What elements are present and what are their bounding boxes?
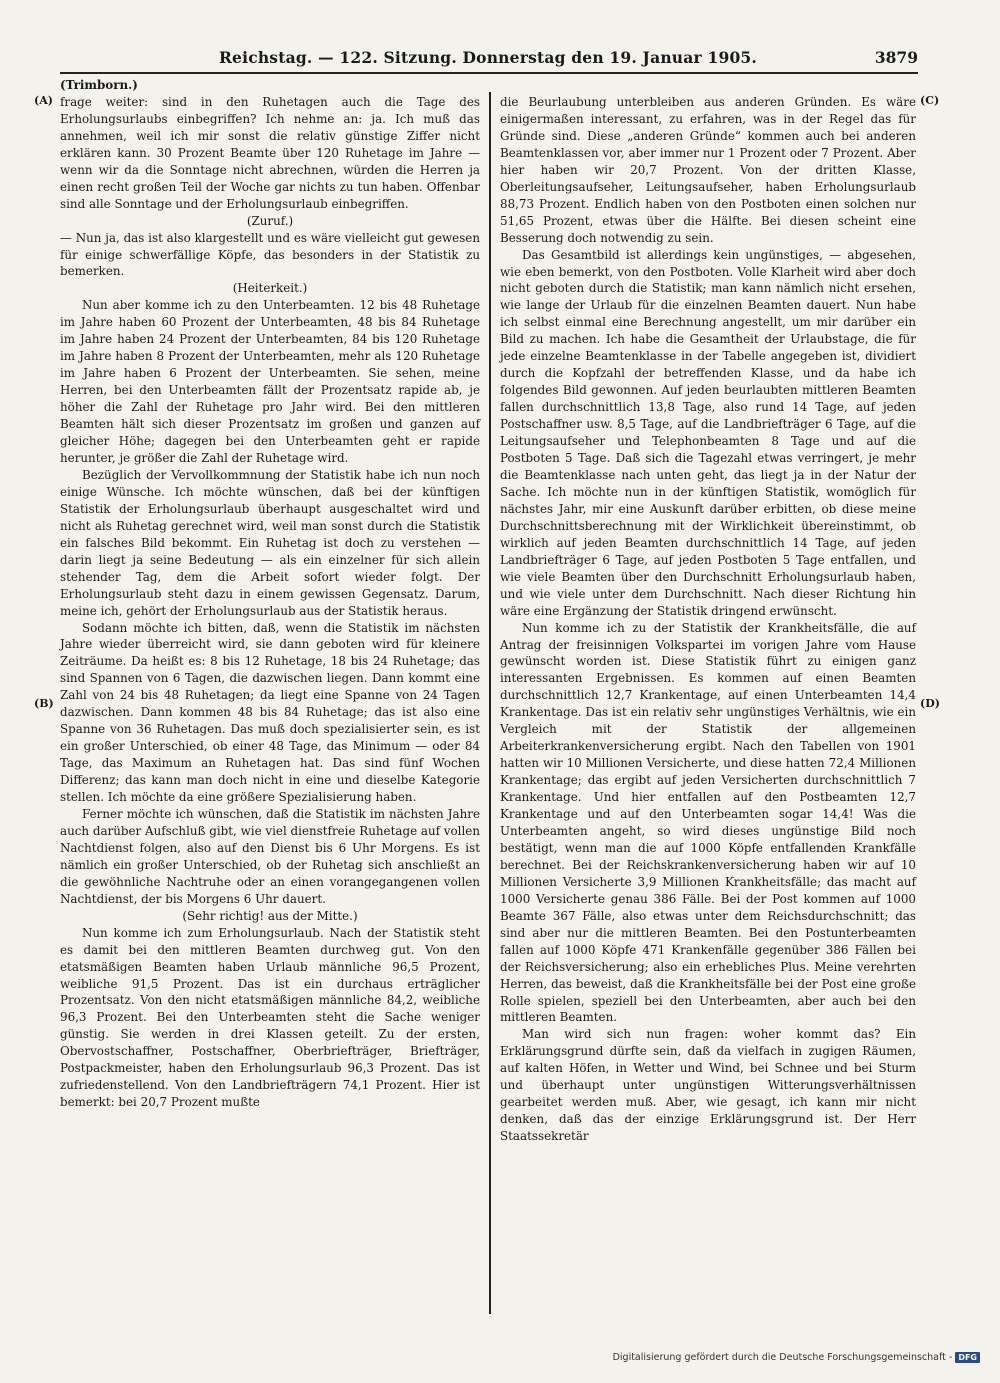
interjection: (Heiterkeit.) bbox=[232, 281, 308, 296]
page-header bbox=[58, 48, 918, 72]
margin-marker-b: (B) bbox=[34, 697, 54, 710]
paragraph: Nun komme ich zu der Statistik der Krankheitsfälle, die auf Antrag der freisinnigen Volkspartei im vorigen Jahre vom Hause gewünscht worden ist. Diese Statistik führt zu einigen ganz interessanten Ergebnissen. Es kommen auf einen Beamten durchschnittlich 12,7 Krankentage, auf einen Unterbeamten 14,4 Krankentage. Das ist ein relativ sehr ungünstiges Verhältnis, wie ein Vergleich mit der Statistik der allgemeinen Arbeiterkrankenversicherung ergibt. Nach den Tabellen von 1901 hatten wir 10 Millionen Versicherte, und diese hatten 72,4 Millionen Krankentage; das ergibt auf jeden Versicherten durchschnittlich 7 Krankentage. Und hier entfallen auf den Postbeamten 12,7 Krankentage und auf den Unterbeamten sogar 14,4! Was die Unterbeamten angeht, so wird dieses ungünstige Bild noch bestätigt, wenn man die auf 1000 Köpfe entfallenden Krankfälle berechnet. Bei der Reichskrankenversicherung haben wir auf 10 Millionen Versicherte 3,9 Millionen Krankheitsfälle; das macht auf 1000 Versicherte genau 386 Fälle. Bei der Post kommen auf 1000 Beamte 367 Fälle, also etwas unter dem Reichsdurchschnitt; das sind aber nur die mittleren Beamten. Bei den Postunterbeamten fallen auf 1000 Köpfe 471 Krankenfälle gegenüber 386 Fällen bei der Reichsversicherung; also ein erhebliches Plus. Meine verehrten Herren, das beweist, daß die Krankheitsfälle bei der Post eine große Rolle spielen, speziell bei den Unterbeamten, aber auch bei den mittleren Beamten. bbox=[500, 620, 916, 1025]
paragraph: Man wird sich nun fragen: woher kommt das? Ein Erklärungsgrund dürfte sein, daß da vielfach in zugigen Räumen, auf kalten Höfen, in Wetter und Wind, bei Schnee und bei Sturm und überhaupt unter ungünstigen Witterungsverhältnissen gearbeitet werden muß. Aber, wie gesagt, ich kann mir nicht denken, daß das der einzige Erklärungsgrund ist. Der Herr Staatssekretär bbox=[500, 1027, 916, 1144]
interjection: (Sehr richtig! aus der Mitte.) bbox=[182, 908, 358, 923]
column-divider bbox=[489, 92, 491, 1314]
paragraph: Das Gesamtbild ist allerdings kein ungünstiges, — abgesehen, wie eben bemerkt, von den Postboten. Volle Klarheit wird aber doch nicht geboten durch die Statistik; man kann nämlich nicht ersehen, wie lange der Urlaub für die einzelnen Beamten dauert. Nun habe ich selbst einmal eine Berechnung angestellt, um mir darüber ein Bild zu machen. Ich habe die Gesamtheit der Urlaubstage, die für jede einzelne Beamtenklasse in der Tabelle angegeben ist, dividiert durch die Kopfzahl der betreffenden Klasse, und da habe ich folgendes Bild gewonnen. Auf jeden beurlaubten mittleren Beamten fallen durchschnittlich 13,8 Tage, also rund 14 Tage, auf jeden Postschaffner usw. 8,5 Tage, auf die Landbriefträger 6 Tage, auf die Leitungsaufseher und Telephonbeamten 8 Tage und auf die Postboten 5 Tage. Daß sich die Tagezahl etwas verringert, je mehr die Beamtenklasse nach unten geht, das liegt ja in der Natur der Sache. Ich möchte nun in der künftigen Statistik, womöglich für nächstes Jahr, mir eine Auskunft darüber erbitten, ob diese meine Durchschnittsberechnung mit der Wirklichkeit übereinstimmt, ob wirklich auf jeden Beamten durchschnittlich 14 Tage, auf jeden Landbriefträger 6 Tage, auf jeden Postboten 5 Tage entfallen, und wie viele Beamten über den Durchschnitt Erholungsurlaub haben, und wie viele unter dem Durchschnitt. Nach dieser Richtung hin wäre eine Ergänzung der Statistik dringend erwünscht. bbox=[500, 247, 916, 618]
footer-text: Digitalisierung gefördert durch die Deutsche Forschungsgemeinschaft - bbox=[612, 1352, 953, 1363]
dfg-logo-icon: DFG bbox=[955, 1352, 980, 1363]
paragraph: frage weiter: sind in den Ruhetagen auch die Tage des Erholungsurlaubs einbegriffen? Ich nehme an: ja. Ich muß das annehmen, weil ich mir sonst die relativ günstige Ziffer nicht erklären kann. 30 Prozent Beamte über 120 Ruhetage im Jahre — wenn wir da die Sonntage nicht abrechnen, würden die Herren ja einen recht großen Teil der Woche gar nichts zu tun haben. Offenbar sind alle Sonntage und der Erholungsurlaub einbegriffen. bbox=[60, 94, 480, 211]
paragraph: Ferner möchte ich wünschen, daß die Statistik im nächsten Jahre auch darüber Aufschluß gibt, wie viel dienstfreie Ruhetage auf vollen Nachtdienst folgen, also auf den Dienst bis 6 Uhr Morgens. Es ist nämlich ein großer Unterschied, ob der Ruhetag sich anschließt an die gewöhnliche Nachtruhe oder an einen vorangegangenen vollen Nachtdienst, der bis Morgens 6 Uhr dauert. bbox=[60, 806, 480, 906]
margin-marker-d: (D) bbox=[920, 697, 940, 710]
paragraph: Nun komme ich zum Erholungsurlaub. Nach der Statistik steht es damit bei den mittleren Beamten durchweg gut. Von den etatsmäßigen Beamten haben Urlaub männliche 96,5 Prozent, weibliche 91,5 Prozent. Das ist ein durchaus erträglicher Prozentsatz. Von den nicht etatsmäßigen männliche 84,2, weibliche 96,3 Prozent. Bei den Unterbeamten steht die Sache weniger günstig. Sie werden in drei Klassen geteilt. Zu der ersten, Obervostschaffner, Postschaffner, Oberbriefträger, Briefträger, Postpackmeister, haben den Erholungsurlaub 96,3 Prozent. Das ist zufriedenstellend. Von den Landbriefträgern 74,1 Prozent. Hier ist bemerkt: bei 20,7 Prozent mußte bbox=[60, 925, 480, 1110]
running-title: Reichstag. — 122. Sitzung. Donnerstag den 19. Januar 1905. bbox=[218, 48, 758, 67]
paragraph: Bezüglich der Vervollkommnung der Statistik habe ich nun noch einige Wünsche. Ich möchte wünschen, daß bei der künftigen Statistik der Erholungsurlaub überhaupt ausgeschaltet wird und nicht als Ruhetag gerechnet wird, weil man sonst durch die Statistik ein falsches Bild bekommt. Ein Ruhetag ist doch zu verstehen — darin liegt ja seine Bedeutung — als ein einzelner für sich allein stehender Tag, dem die Arbeit sofort wieder folgt. Der Erholungsurlaub steht dazu in einem gewissen Gegensatz. Darum, meine ich, gehört der Erholungsurlaub aus der Statistik heraus. bbox=[60, 467, 480, 618]
page-number: 3879 bbox=[874, 48, 918, 67]
margin-marker-a: (A) bbox=[34, 94, 53, 107]
margin-marker-c: (C) bbox=[920, 94, 940, 107]
interjection: (Zuruf.) bbox=[246, 213, 294, 228]
paragraph: die Beurlaubung unterbleiben aus anderen Gründen. Es wäre einigermaßen interessant, zu erfahren, was in der Regel das für Gründe sind. Diese „anderen Gründe“ kommen auch bei anderen Beamtenklassen vor, aber immer nur 1 Prozent oder 7 Prozent. Aber hier haben wir 20,7 Prozent. Von der dritten Klasse, Oberleitungsaufseher, Leitungsaufseher, haben Erholungsurlaub 88,73 Prozent. Endlich haben von den Postboten einen solchen nur 51,65 Prozent, etwas über die Hälfte. Bei diesen scheint eine Besserung doch notwendig zu sein. bbox=[500, 95, 916, 245]
paragraph: Nun aber komme ich zu den Unterbeamten. 12 bis 48 Ruhetage im Jahre haben 60 Prozent der Unterbeamten, 48 bis 84 Ruhetage im Jahre haben 24 Prozent der Unterbeamten, 84 bis 120 Ruhetage im Jahre haben 8 Prozent der Unterbeamten, mehr als 120 Ruhetage im Jahre haben 6 Prozent der Unterbeamten. Sie sehen, meine Herren, bei den Unterbeamten fällt der Prozentsatz rapide ab, je höher die Zahl der Ruhetage pro Jahr wird. Bei den mittleren Beamten hält sich dieser Prozentsatz im großen und ganzen auf gleicher Höhe; dagegen bei den Unterbeamten geht er rapide herunter, je größer die Zahl der Ruhetage wird. bbox=[60, 298, 480, 465]
paragraph: Sodann möchte ich bitten, daß, wenn die Statistik im nächsten Jahre wieder überreicht wird, sie dann geboten wird für kleinere Zeiträume. Da heißt es: 8 bis 12 Ruhetage, 18 bis 24 Ruhetage; das sind Spannen von 6 Tagen, die dazwischen liegen. Dann kommt eine Zahl von 24 bis 48 Ruhetagen; da liegt eine Spanne von 24 Tagen dazwischen. Dann kommen 48 bis 84 Ruhetage; das ist also eine Spanne von 36 Ruhetagen. Das muß doch spezialisierter sein, es ist ein großer Unterschied, ob einer 48 Tage, das Minimum — oder 84 Tage, das Maximum an Ruhetagen hat. Das sind fünf Wochen Differenz; das kann man doch nicht in eine und dieselbe Kategorie stellen. Ich möchte da eine größere Spezialisierung haben. bbox=[60, 620, 480, 805]
header-rule bbox=[60, 72, 918, 74]
speaker-name: (Trimborn.) bbox=[60, 78, 138, 92]
right-column bbox=[500, 94, 916, 1145]
paragraph: — Nun ja, das ist also klargestellt und es wäre vielleicht gut gewesen für einige schwerfällige Köpfe, das besonders in der Statistik zu bemerken. bbox=[60, 230, 480, 279]
digitization-footer bbox=[613, 1352, 980, 1363]
left-column bbox=[60, 77, 480, 1111]
